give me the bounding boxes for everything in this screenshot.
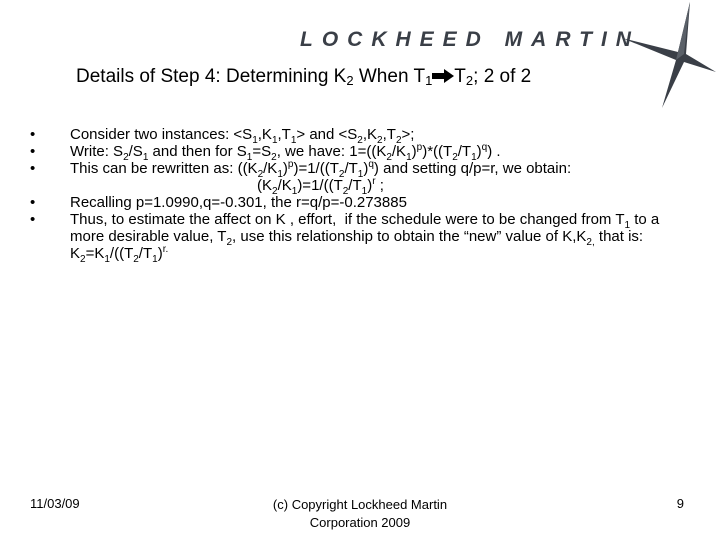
bullet-list	[30, 126, 690, 265]
bullet-3-render: This can be rewritten as: $((K_2/K_1)^p)=1/((T_2/T_1)^q)$ and setting q/p=r, we obtain:	[70, 159, 572, 180]
page-number: 9	[676, 496, 684, 511]
bullet-symbol: •	[30, 194, 36, 211]
bullet-5-render: Thus, to estimate the affect on K , effort, if the schedule were to be changed from $T_1$ to a more desirable value, $T_2$, use this relationship to obtain the “new” value of $K,K_{2,}$ that is: $K_2=K_1/((T_2/T_1)^{r.}$	[70, 211, 660, 265]
footer-copyright	[255, 496, 465, 532]
footer-date: 11/03/09	[30, 496, 80, 511]
bullet-2	[30, 142, 690, 163]
right-arrow-icon	[432, 69, 454, 83]
bullet-3-equation	[30, 176, 690, 197]
logo-text: LOCKHEED MARTIN	[300, 28, 640, 51]
bullet-symbol: •	[30, 126, 36, 143]
bullet-symbol: •	[30, 160, 36, 177]
lockheed-star-logo-icon	[618, 0, 718, 110]
slide-title: Details of Step 4: Determining $K_2$ When $T_1$ $T_2$; 2 of 2	[76, 66, 532, 88]
bullet-1-render: Consider two instances: $<S_1,K_1,T_1>$ and $<S_2,K_2,T_2>$;	[70, 126, 415, 146]
bullet-symbol: •	[30, 211, 36, 228]
footer-copyright-line2: Corporation 2009	[309, 515, 411, 530]
bullet-5	[30, 211, 690, 265]
footer-copyright-line1: (c) Copyright Lockheed Martin	[272, 497, 448, 512]
bullet-3-eq-render: $(K_2/K_1)=1/((T_2/T_1)^r$ ;	[257, 176, 384, 197]
bullet-2-render: Write: $S_2/S_1$ and then for $S_1=S_2$, we have: $1=((K_2/K_1)^p)*((T_2/T_1)^q)$ .	[70, 142, 501, 163]
bullet-symbol: •	[30, 143, 36, 160]
bullet-1	[30, 126, 690, 146]
bullet-4	[30, 194, 690, 211]
bullet-4-text: Recalling p=1.0990,q=-0.301, the r=q/p=-0.273885	[70, 194, 407, 211]
bullet-3	[30, 159, 690, 180]
